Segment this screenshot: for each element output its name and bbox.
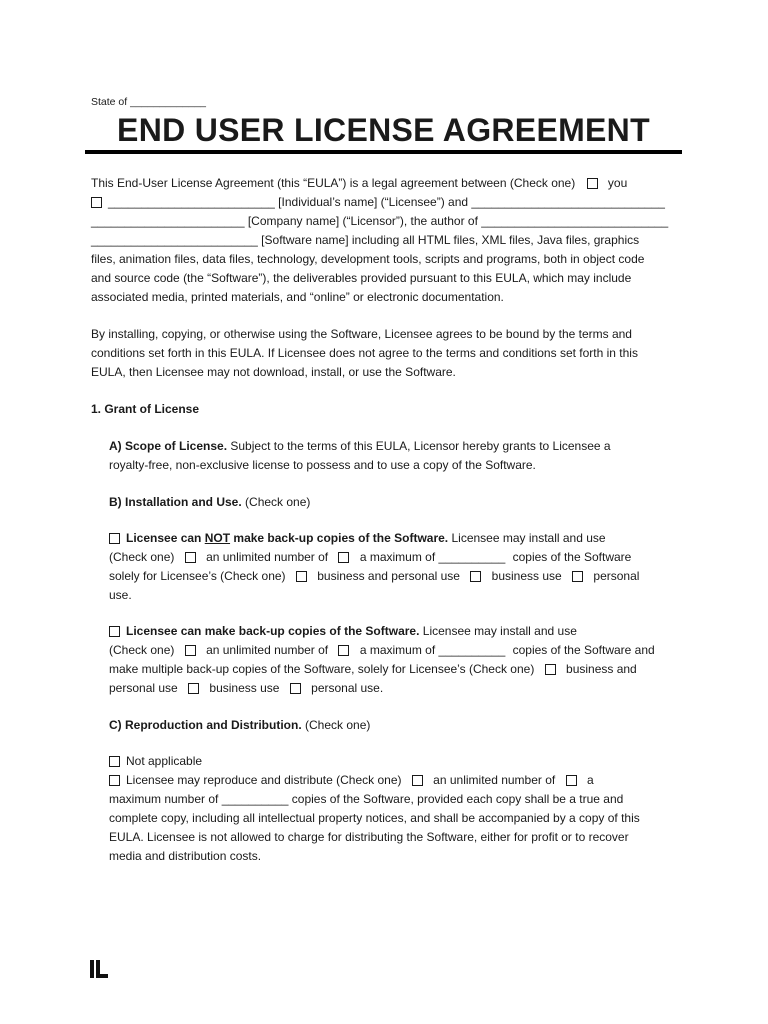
state-of-field: State of _____________ — [91, 96, 207, 108]
document-title: END USER LICENSE AGREEMENT — [117, 112, 650, 148]
entity-checkbox[interactable] — [91, 197, 102, 208]
backup-checkbox[interactable] — [109, 626, 120, 637]
backup-unlimited-checkbox[interactable] — [185, 645, 196, 656]
option-no-backup-line-3: solely for Licensee’s (Check one) business and personal use business use personal — [109, 569, 640, 583]
no-backup-maximum-checkbox[interactable] — [338, 552, 349, 563]
intro-line-6: and source code (the “Software”), the deliverables provided pursuant to this EULA, which may include — [91, 271, 632, 285]
reproduction-line-3: maximum number of __________ copies of the Software, provided each copy shall be a true and — [109, 792, 624, 806]
scope-line-1: A) Scope of License. Subject to the terms of this EULA, Licensor hereby grants to Licensee a — [109, 439, 611, 453]
backup-business-personal-checkbox[interactable] — [545, 664, 556, 675]
title-divider — [85, 150, 682, 154]
backup-personal-checkbox[interactable] — [290, 683, 301, 694]
no-backup-unlimited-checkbox[interactable] — [185, 552, 196, 563]
lawdistrict-logo-icon — [90, 960, 108, 978]
para2-line-2: conditions set forth in this EULA. If Licensee does not agree to the terms and conditions set forth in this — [91, 346, 638, 360]
para2-line-3: EULA, then Licensee may not download, install, or use the Software. — [91, 365, 456, 379]
option-no-backup-line-1: Licensee can NOT make back-up copies of the Software. Licensee may install and use — [109, 529, 606, 548]
reproduction-heading: C) Reproduction and Distribution. (Check one) — [109, 718, 371, 732]
intro-line-2: _________________________ [Individual’s name] (“Licensee”) and _____________________________ — [91, 193, 665, 212]
reproduction-line-4: complete copy, including all intellectual property notices, and shall be accompanied by a copy of this — [109, 811, 640, 825]
reproduce-maximum-checkbox[interactable] — [566, 775, 577, 786]
no-backup-business-personal-checkbox[interactable] — [296, 571, 307, 582]
intro-line-1: This End-User License Agreement (this “EULA”) is a legal agreement between (Check one) you — [91, 176, 628, 190]
you-checkbox[interactable] — [587, 178, 598, 189]
reproduce-unlimited-checkbox[interactable] — [412, 775, 423, 786]
backup-business-checkbox[interactable] — [188, 683, 199, 694]
para2-line-1: By installing, copying, or otherwise using the Software, Licensee agrees to be bound by the terms and — [91, 327, 632, 341]
reproduction-na-line: Not applicable — [109, 752, 202, 771]
reproduction-line-5: EULA. Licensee is not allowed to charge for distributing the Software, either for profit or to recover — [109, 830, 629, 844]
installation-heading: B) Installation and Use. (Check one) — [109, 495, 311, 509]
intro-line-5: files, animation files, data files, technology, development tools, scripts and programs, both in object code — [91, 252, 645, 266]
option-backup-line-2: (Check one) an unlimited number of a maximum of __________ copies of the Software and — [109, 643, 655, 657]
no-backup-checkbox[interactable] — [109, 533, 120, 544]
section-1-heading: 1. Grant of License — [91, 402, 200, 416]
option-backup-line-1: Licensee can make back-up copies of the Software. Licensee may install and use — [109, 622, 577, 641]
reproduction-line-6: media and distribution costs. — [109, 849, 262, 863]
backup-maximum-checkbox[interactable] — [338, 645, 349, 656]
intro-line-7: associated media, printed materials, and “online” or electronic documentation. — [91, 290, 504, 304]
intro-line-4: _________________________ [Software name] including all HTML files, XML files, Java files, graphics — [91, 233, 640, 247]
option-no-backup-line-4: use. — [109, 588, 132, 602]
option-no-backup-line-2: (Check one) an unlimited number of a maximum of __________ copies of the Software — [109, 550, 632, 564]
intro-line-3: _______________________ [Company name] (“Licensor”), the author of ____________________________ — [91, 214, 669, 228]
no-backup-business-checkbox[interactable] — [470, 571, 481, 582]
reproduction-line-2: Licensee may reproduce and distribute (Check one) an unlimited number of a — [109, 771, 594, 790]
option-backup-line-3: make multiple back-up copies of the Software, solely for Licensee’s (Check one) business and — [109, 662, 637, 676]
option-backup-line-4: personal use business use personal use. — [109, 681, 384, 695]
scope-line-2: royalty-free, non-exclusive license to possess and to use a copy of the Software. — [109, 458, 536, 472]
not-applicable-checkbox[interactable] — [109, 756, 120, 767]
reproduce-checkbox[interactable] — [109, 775, 120, 786]
no-backup-personal-checkbox[interactable] — [572, 571, 583, 582]
